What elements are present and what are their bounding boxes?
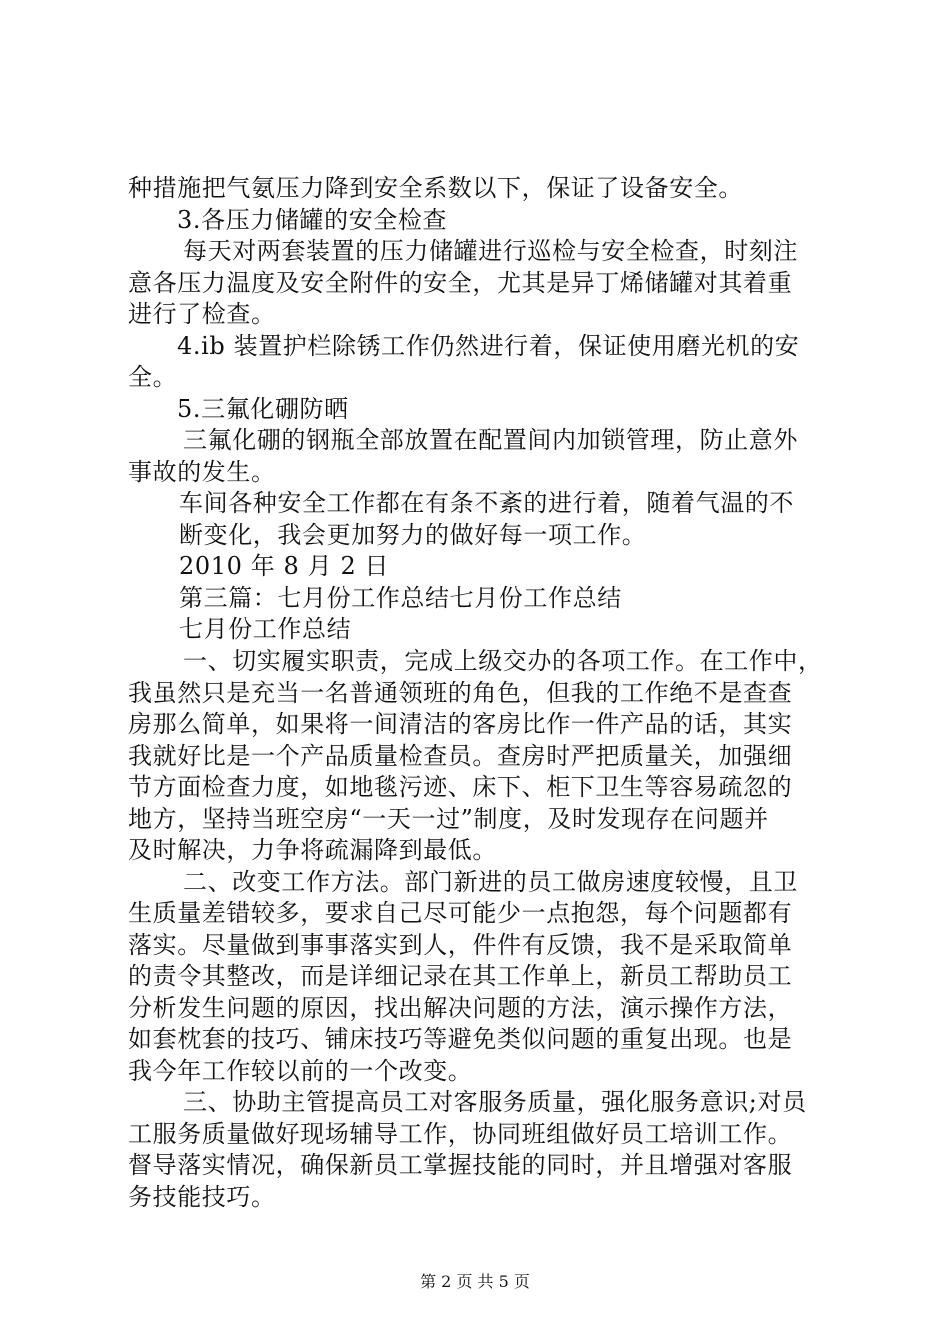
text-line-17: 我虽然只是充当一名普通领班的角色，但我的工作绝不是查查 xyxy=(128,679,793,707)
text-line-30: 三、协助主管提高员工对客服务质量，强化服务意识;对员 xyxy=(183,1088,807,1116)
subsection-title: 七月份工作总结 xyxy=(179,615,352,643)
text-line-5: 进行了检查。 xyxy=(128,300,276,328)
text-line-24: 生质量差错较多，要求自己尽可能少一点抱怨，每个问题都有 xyxy=(128,899,793,927)
text-line-31: 工服务质量做好现场辅导工作，协同班组做好员工培训工作。 xyxy=(128,1120,793,1148)
text-line-10: 事故的发生。 xyxy=(128,458,276,486)
text-line-21: 地方，坚持当班空房“一天一过”制度，及时发现存在问题并 xyxy=(128,805,769,833)
text-line-22: 及时解决，力争将疏漏降到最低。 xyxy=(128,836,497,864)
text-line-25: 落实。尽量做到事事落实到人，件件有反馈，我不是采取简单 xyxy=(128,931,793,959)
text-line-7: 全。 xyxy=(128,363,178,391)
text-line-23: 二、改变工作方法。部门新进的员工做房速度较慢，且卫 xyxy=(183,868,798,896)
text-line-16: 一、切实履实职责，完成上级交办的各项工作。在工作中， xyxy=(183,647,823,675)
text-line-18: 房那么简单，如果将一间清洁的客房比作一件产品的话，其实 xyxy=(128,710,793,738)
text-line-11: 车间各种安全工作都在有条不紊的进行着，随着气温的不 xyxy=(179,489,794,517)
section-heading: 第三篇：七月份工作总结七月份工作总结 xyxy=(179,584,622,612)
text-line-27: 分析发生问题的原因，找出解决问题的方法，演示操作方法， xyxy=(128,994,793,1022)
text-line-28: 如套枕套的技巧、铺床技巧等避免类似问题的重复出现。也是 xyxy=(128,1025,793,1053)
text-line-29: 我今年工作较以前的一个改变。 xyxy=(128,1057,473,1085)
text-line-20: 节方面检查力度，如地毯污迹、床下、柜下卫生等容易疏忽的 xyxy=(128,773,793,801)
text-line-4: 意各压力温度及安全附件的安全，尤其是异丁烯储罐对其着重 xyxy=(128,269,793,297)
text-line-26: 的责令其整改，而是详细记录在其工作单上，新员工帮助员工 xyxy=(128,962,793,990)
date-line: 2010 年 8 月 2 日 xyxy=(179,552,390,580)
text-line-19: 我就好比是一个产品质量检查员。查房时严把质量关，加强细 xyxy=(128,742,793,770)
page-footer: 第 2 页 共 5 页 xyxy=(420,1272,530,1291)
text-line-8: 5.三氟化硼防晒 xyxy=(177,395,349,423)
text-line-3: 每天对两套装置的压力储罐进行巡检与安全检查，时刻注 xyxy=(183,237,798,265)
text-line-1: 种措施把气氨压力降到安全系数以下，保证了设备安全。 xyxy=(128,174,743,202)
text-line-2: 3.各压力储罐的安全检查 xyxy=(177,206,448,234)
text-line-12: 断变化，我会更加努力的做好每一项工作。 xyxy=(179,521,647,549)
text-line-6: 4.ib 装置护栏除锈工作仍然进行着，保证使用磨光机的安 xyxy=(177,332,800,360)
text-line-9: 三氟化硼的钢瓶全部放置在配置间内加锁管理，防止意外 xyxy=(183,426,798,454)
text-line-32: 督导落实情况，确保新员工掌握技能的同时，并且增强对客服 xyxy=(128,1151,793,1179)
text-line-33: 务技能技巧。 xyxy=(128,1183,276,1211)
